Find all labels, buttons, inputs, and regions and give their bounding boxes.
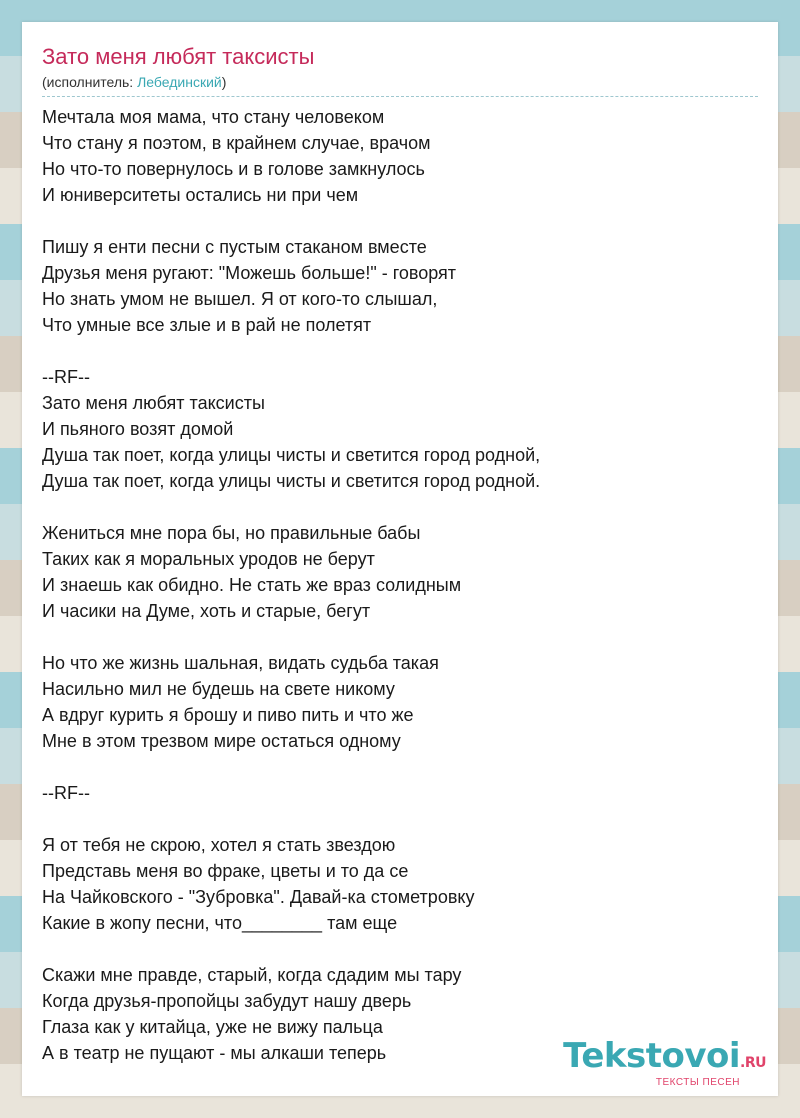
lyric-line: А в театр не пущают - мы алкаши теперь	[42, 1043, 387, 1063]
performer-suffix: )	[221, 74, 227, 90]
lyric-line: И знаешь как обидно. Не стать же враз солидным	[42, 575, 462, 595]
performer-line	[42, 72, 758, 92]
lyric-line: Когда друзья-пропойцы забудут нашу дверь	[42, 991, 412, 1011]
lyric-line: А вдруг курить я брошу и пиво пить и что же	[42, 705, 414, 725]
stanza	[42, 364, 758, 494]
lyric-line: Пишу я енти песни с пустым стаканом вместе	[42, 237, 427, 257]
stanza	[42, 780, 758, 806]
lyric-line: И часики на Думе, хоть и старые, бегут	[42, 601, 371, 621]
lyric-line: Жениться мне пора бы, но правильные бабы	[42, 523, 421, 543]
lyric-line: Но что-то повернулось и в голове замкнулось	[42, 159, 425, 179]
lyric-line: Что умные все злые и в рай не полетят	[42, 315, 372, 335]
lyric-line: Мечтала моя мама, что стану человеком	[42, 107, 385, 127]
lyric-line: Но знать умом не вышел. Я от кого-то слышал,	[42, 289, 438, 309]
performer-prefix: (исполнитель:	[42, 74, 138, 90]
lyrics-sheet	[22, 22, 778, 1096]
lyric-line: Насильно мил не будешь на свете никому	[42, 679, 395, 699]
stanza	[42, 234, 758, 338]
lyric-line: Мне в этом трезвом мире остаться одному	[42, 731, 401, 751]
lyric-line: Друзья меня ругают: "Можешь больше!" - говорят	[42, 263, 457, 283]
logo-name: Tekstovoi	[563, 1036, 741, 1076]
lyric-line: Душа так поет, когда улицы чисты и светится город родной,	[42, 445, 541, 465]
lyric-line: Что стану я поэтом, в крайнем случае, врачом	[42, 133, 431, 153]
lyric-line: Таких как я моральных уродов не берут	[42, 549, 375, 569]
stanza	[42, 832, 758, 936]
lyric-line: Но что же жизнь шальная, видать судьба такая	[42, 653, 439, 673]
lyrics-body	[42, 104, 758, 1092]
stanza	[42, 650, 758, 754]
performer-link[interactable]: Лебединский	[137, 74, 222, 90]
logo-tld: .RU	[740, 1055, 766, 1071]
lyric-line: Зато меня любят таксисты	[42, 393, 265, 413]
lyric-line: Скажи мне правде, старый, когда сдадим мы тару	[42, 965, 462, 985]
lyric-line: И юниверситеты остались ни при чем	[42, 185, 359, 205]
stanza	[42, 104, 758, 208]
lyric-line: Я от тебя не скрою, хотел я стать звездою	[42, 835, 396, 855]
lyric-line: На Чайковского - "Зубровка". Давай-ка стометровку	[42, 887, 475, 907]
lyric-line: Глаза как у китайца, уже не вижу пальца	[42, 1017, 383, 1037]
site-logo[interactable]	[563, 1038, 766, 1088]
song-title: Зато меня любят таксисты	[42, 44, 315, 69]
stanza	[42, 520, 758, 624]
lyric-line: Душа так поет, когда улицы чисты и светится город родной.	[42, 471, 541, 491]
lyric-line: Представь меня во фраке, цветы и то да се	[42, 861, 409, 881]
lyric-line: --RF--	[42, 783, 90, 803]
song-header	[42, 42, 758, 97]
lyric-line: И пьяного возят домой	[42, 419, 234, 439]
logo-tagline: ТЕКСТЫ ПЕСЕН	[655, 1077, 740, 1088]
lyric-line: Какие в жопу песни, что________ там еще	[42, 913, 398, 933]
logo-wordmark	[563, 1038, 766, 1081]
lyric-line: --RF--	[42, 367, 90, 387]
